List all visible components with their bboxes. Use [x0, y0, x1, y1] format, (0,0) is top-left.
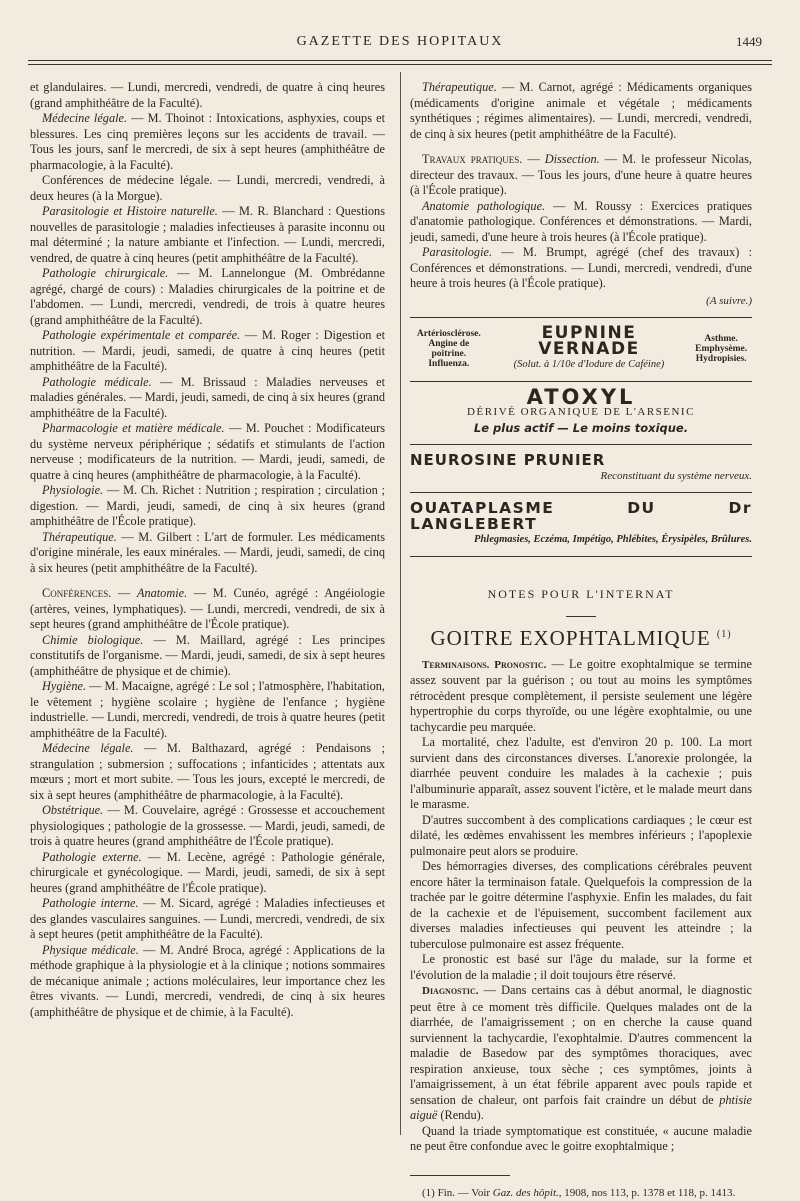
- article-title-text: GOITRE EXOPHTALMIQUE: [430, 626, 711, 650]
- course-entry: [410, 199, 752, 246]
- course-label: Pathologie externe.: [42, 849, 142, 864]
- article-paragraph: [410, 983, 752, 1124]
- course-entry: [30, 850, 385, 897]
- footnote-rule: [410, 1175, 510, 1176]
- ad-divider: [410, 444, 752, 445]
- course-label: Thérapeutique.: [42, 529, 117, 544]
- section-head: Travaux pratiques.: [422, 152, 523, 166]
- course-label: Anatomie pathologique.: [422, 198, 546, 213]
- ad-divider: [410, 317, 752, 318]
- article-paragraph: [410, 657, 752, 736]
- title-rule: [566, 616, 596, 617]
- ad-ouataplasme-title: OUATAPLASME DU Dr LANGLEBERT: [410, 499, 752, 533]
- footnote-text: , 1908, nos 113, p. 1378 et 118, p. 1413.: [558, 1186, 736, 1199]
- header-rule: [28, 60, 772, 61]
- course-entry: [410, 80, 752, 142]
- course-label: Pathologie chirurgicale.: [42, 266, 169, 280]
- article-paragraph: Le pronostic est basé sur l'âge du malade, sur la forme et l'évolution de la maladie ; il doit toujours être réservé.: [410, 952, 752, 982]
- course-entry: [30, 633, 385, 680]
- course-label: Physique médicale.: [42, 942, 139, 957]
- course-text: — M. Couvelaire, agrégé : Grossesse et accouchement physiologiques ; pathologie de la grossesse. — Mardi, jeudi, samedi, de trois à quatre heures (grand amphithéâtre de l'École pratique).: [30, 803, 385, 848]
- course-label: Pathologie interne.: [42, 896, 139, 910]
- ad-divider: [410, 492, 752, 493]
- article-italic: phtisie aiguë: [410, 1092, 752, 1122]
- ad-atoxyl-tagline: Le plus actif — Le moins toxique.: [473, 420, 689, 435]
- course-label: Chimie biologique.: [42, 632, 144, 647]
- course-entry: [30, 943, 385, 1021]
- ad-atoxyl-title: ATOXYL: [526, 384, 636, 409]
- course-text: — M. Lannelongue (M. Ombrédanne agrégé, chargé de cours) : Maladies chirurgicales de la poitrine et de l'abdomen. — Lundi, mercredi, vendredi, de trois à quatre heures (grand amphithéâtre de la Faculté).: [30, 266, 385, 327]
- page-header: [28, 34, 772, 56]
- course-text: — M. R. Blanchard : Questions nouvelles de parasitologie ; maladies infectieuses à parasite inconnu ou mal déterminé ; la nature ambiante et l'infection. — Lundi, mercredi, vendred, de quatre à cinq heures (petit amphithéâtre de la Faculté).: [30, 204, 385, 265]
- course-label: Thérapeutique.: [422, 80, 497, 94]
- course-label: Obstétrique.: [42, 803, 104, 817]
- course-text: — M. Sicard, agrégé : Maladies infectieuses et des glandes vasculaires sanguines. — Lundi, mercredi, vendredi, de six à sept heures (petit amphithéâtre de la Faculté).: [30, 896, 385, 941]
- course-text: — M. Pouchet : Modificateurs du système nerveux périphérique ; sédatifs et stimulants de l'action nerveuse ; modificateurs de la nutrition. — Mardi, jeudi, samedi, de quatre à cinq heures (amphithéâtre de pharmacologie, à la Faculté).: [30, 421, 386, 482]
- course-label: Hygiène.: [42, 679, 87, 693]
- article-text: — Le goitre exophtalmique se termine assez souvent par la guérison ; ou tout au moins les symptômes rétrocèdent presque complètement, il persiste seulement une légère hypertrophie du corps thyroïde, ou une légère exophtalmie, ou une tachycardie peu marquée.: [410, 656, 752, 734]
- ad-eupnine-title: EUPNINE VERNADE: [538, 323, 640, 359]
- ad-eupnine-subtitle: (Solut. à 1/10e d'Iodure de Caféine): [513, 359, 665, 370]
- course-entry: [410, 245, 752, 292]
- section-head: Conférences.: [42, 586, 112, 600]
- course-text: — M. Gilbert : L'art de formuler. Les médicaments d'origine minérale, les eaux minérales. — Mardi, jeudi, samedi, de cinq à six heures (petit amphithéâtre de la Faculté).: [30, 529, 385, 575]
- ad-eupnine-indications: Artériosclérose. Angine de poitrine. Influenza.: [416, 329, 481, 370]
- keyword: Diagnostic.: [422, 985, 479, 997]
- course-text: — M. Brissaud : Maladies nerveuses et maladies générales. — Mardi, jeudi, samedi, de cinq à six heures (grand amphithéâtre de la Faculté).: [30, 374, 385, 420]
- course-entry: Travaux pratiques. — Dissection. — M. le professeur Nicolas, directeur des travaux. — Tous les jours, d'une heure à quatre heures (à l'École pratique).: [410, 152, 752, 197]
- header-rule-thin: [28, 64, 772, 65]
- article-paragraph: La mortalité, chez l'adulte, est d'environ 20 p. 100. La mort survient dans des circonstances diverses. L'anorexie prolongée, la diarrhée peuvent conduire les malades à la cachexie ; puis l'albuminurie apparaît, assez souvent l'ictère, et le malade meurt dans le marasme.: [410, 735, 752, 811]
- ad-atoxyl: [410, 384, 752, 437]
- right-column: [410, 80, 752, 1201]
- course-entry: [30, 741, 385, 803]
- course-text: — M. Cunéo, agrégé : Angéiologie (artères, veines, lymphatiques). — Lundi, mercredi, vendredi, de six à sept heures (grand amphithéâtre de l'École pratique).: [30, 586, 385, 631]
- to-follow-note: (A suivre.): [706, 294, 752, 307]
- course-entry: [30, 204, 385, 266]
- course-entry: [30, 530, 385, 577]
- course-entry: [30, 375, 385, 422]
- course-entry: [30, 679, 385, 741]
- ad-ouataplasme: [410, 501, 752, 548]
- course-label: Parasitologie.: [422, 245, 493, 259]
- ad-atoxyl-subtitle: DÉRIVÉ ORGANIQUE DE L'ARSENIC: [467, 406, 695, 418]
- course-text: — M. André Broca, agrégé : Applications de la méthode graphique à la physiologie et à la clinique ; notions sommaires de mécanique animale ; actions moléculaires, leur importance chez les êtres vivants. — Lundi, mercredi, vendredi, de cinq à six heures (amphithéâtre de physique et de chimie, à la Faculté).: [30, 942, 385, 1019]
- course-text: — M. Carnot, agrégé : Médicaments organiques (médicaments d'origine animale et végétale ; médicaments synthétiques ; régimes alimentaires). — Lundi, mercredi, vendredi, de cinq à six heures (petit amphithéâtre de la Faculté).: [410, 80, 752, 141]
- ad-ouataplasme-subtitle: Phlegmasies, Eczéma, Impétigo, Phlébites, Érysipèles, Brûlures.: [474, 534, 752, 545]
- course-entry: [30, 111, 385, 173]
- course-text: — M. le professeur Nicolas, directeur des travaux. — Tous les jours, d'une heure à quatre heures (à l'École pratique).: [410, 152, 752, 197]
- course-text: — M. Maillard, agrégé : Les principes constitutifs de l'organisme. — Mardi, jeudi, samedi, de six à sept heures (amphithéâtre de physique et de chimie).: [30, 632, 385, 678]
- course-entry: [30, 328, 385, 375]
- course-text: — M. Macaigne, agrégé : Le sol ; l'atmosphère, l'habitation, le vêtement ; hygiène scolaire ; hygiène de l'enfance ; hygiène industrielle. — Lundi, mercredi, vendredi, de trois à quatre heures (petit amphithéâtre de la Faculté).: [30, 679, 385, 740]
- ad-neurosine: [410, 453, 752, 484]
- article-paragraph: D'autres succombent à des complications cardiaques ; le cœur est dilaté, les œdèmes envahissent les membres inférieurs ; l'apoplexie pulmonaire peut alors se produire.: [410, 812, 752, 858]
- course-label: Médecine légale.: [42, 741, 134, 755]
- course-entry: [30, 266, 385, 328]
- ad-neurosine-title: NEUROSINE PRUNIER: [410, 451, 606, 469]
- course-label: Pharmacologie et matière médicale.: [42, 421, 225, 435]
- course-entry: [30, 421, 385, 483]
- ad-eupnine-main: [488, 323, 691, 373]
- course-text: — M. Roger : Digestion et nutrition. — Mardi, jeudi, samedi, de quatre à cinq heures (petit amphithéâtre de la Faculté).: [30, 328, 385, 373]
- article-text: (Rendu).: [437, 1108, 484, 1122]
- article-paragraph: Quand la triade symptomatique est constituée, « aucune maladie ne peut être confondue avec le goitre exophtalmique ;: [410, 1123, 752, 1153]
- keyword: Terminaisons. Pronostic.: [422, 658, 547, 671]
- article-text: — Dans certains cas à début anormal, le diagnostic peut être à ce moment très difficile. Quelques malades ont de la diarrhée, de l'amaigrissement ; on en cherche la cause quand surviennent la tachycardie, l'exophtalmie. D'autres commencent la maladie de Basedow par des symptômes thoraciques, avec respiration anxieuse, toux sèche ; ces symptômes, joints à l'amaigrissement, à un état fébrile apparent avec pouls rapide et sensation de chaleur, ont parfois fait craindre un début de: [410, 983, 752, 1107]
- course-label: Médecine légale.: [42, 111, 128, 125]
- paragraph: et glandulaires. — Lundi, mercredi, vendredi, de quatre à cinq heures (grand amphithéâtre de la Faculté).: [30, 80, 385, 110]
- course-label: Physiologie.: [42, 483, 104, 497]
- article-note-ref: (1): [716, 629, 732, 640]
- course-entry: [30, 803, 385, 850]
- course-label: Dissection.: [544, 152, 600, 166]
- left-column: [30, 80, 385, 1020]
- paragraph: Conférences de médecine légale. — Lundi, mercredi, vendredi, à deux heures (à la Morgue).: [30, 173, 385, 203]
- course-text: — M. Brumpt, agrégé (chef des travaux) : Conférences et démonstrations. — Lundi, mercredi, vendredi, d'une heure à trois heures (à l'École pratique).: [410, 245, 752, 290]
- course-text: — M. Ch. Richet : Nutrition ; respiration ; circulation ; digestion. — Mardi, jeudi, samedi, de cinq à six heures (grand amphithéâtre de l'École pratique).: [30, 483, 385, 528]
- course-text: — M. Lecène, agrégé : Pathologie générale, chirurgicale et gynécologique. — Mardi, jeudi, samedi, de six à sept heures (grand amphithéâtre de l'École pratique).: [30, 849, 386, 895]
- course-label: Pathologie expérimentale et comparée.: [42, 328, 241, 342]
- course-entry: [30, 896, 385, 943]
- course-text: — M. Thoinot : Intoxications, asphyxies, coups et blessures. Les cinq premières leçons sur les accidents de travail. — Tous les jours, sanf le mercredi, de six à sept heures (amphithéâtre de pharmacologie, à la Faculté).: [30, 111, 385, 172]
- ad-divider: [410, 556, 752, 557]
- article-title: [410, 626, 752, 650]
- course-text: — M. Balthazard, agrégé : Pendaisons ; strangulation ; submersion ; suffocations ; infanticides ; attentats aux mœurs ; mort et mort subite. — Tous les jours, excepté le mercredi, de six à sept heures (amphithéâtre de pharmacologie, à la Faculté).: [30, 741, 386, 802]
- course-label: Anatomie.: [136, 586, 188, 600]
- page-title: GAZETTE DES HOPITAUX: [296, 34, 504, 49]
- course-text: — M. Roussy : Exercices pratiques d'anatomie pathologique. Conférences et démonstrations. — Mardi, jeudi, samedi, d'une heure à trois heures (à l'École pratique).: [410, 198, 753, 244]
- course-entry: [30, 483, 385, 530]
- column-divider: [400, 72, 401, 1135]
- ad-eupnine-indications-right: Asthme. Emphysème. Hydropisies.: [695, 334, 748, 365]
- course-entry: Conférences. — Anatomie. — M. Cunéo, agrégé : Angéiologie (artères, veines, lymphatiques). — Lundi, mercredi, vendredi, de six à sept heures (grand amphithéâtre de l'École pratique).: [30, 586, 385, 631]
- ad-eupnine: [410, 323, 752, 373]
- footnote-text: (1) Fin. — Voir: [422, 1186, 493, 1199]
- footnote-journal: Gaz. des hôpit.: [492, 1186, 559, 1199]
- course-label: Pathologie médicale.: [42, 374, 152, 389]
- ad-divider: [410, 381, 752, 382]
- ad-neurosine-subtitle: Reconstituant du système nerveux.: [600, 469, 752, 482]
- article-paragraph: Des hémorragies diverses, des complications cérébrales peuvent encore hâter la terminaison fatale. Quelquefois la compression de la trachée par le goitre détermine l'asphyxie. Enfin les malades, du fait de la cachexie et de l'épuisement, succombent facilement aux diverses maladies infectieuses qui peuvent les atteindre ; la tuberculose pulmonaire est assez fréquente.: [410, 859, 752, 951]
- section-title: NOTES POUR L'INTERNAT: [487, 586, 675, 601]
- footnote: [410, 1186, 752, 1201]
- course-label: Parasitologie et Histoire naturelle.: [42, 204, 218, 218]
- page-number: 1449: [736, 34, 762, 49]
